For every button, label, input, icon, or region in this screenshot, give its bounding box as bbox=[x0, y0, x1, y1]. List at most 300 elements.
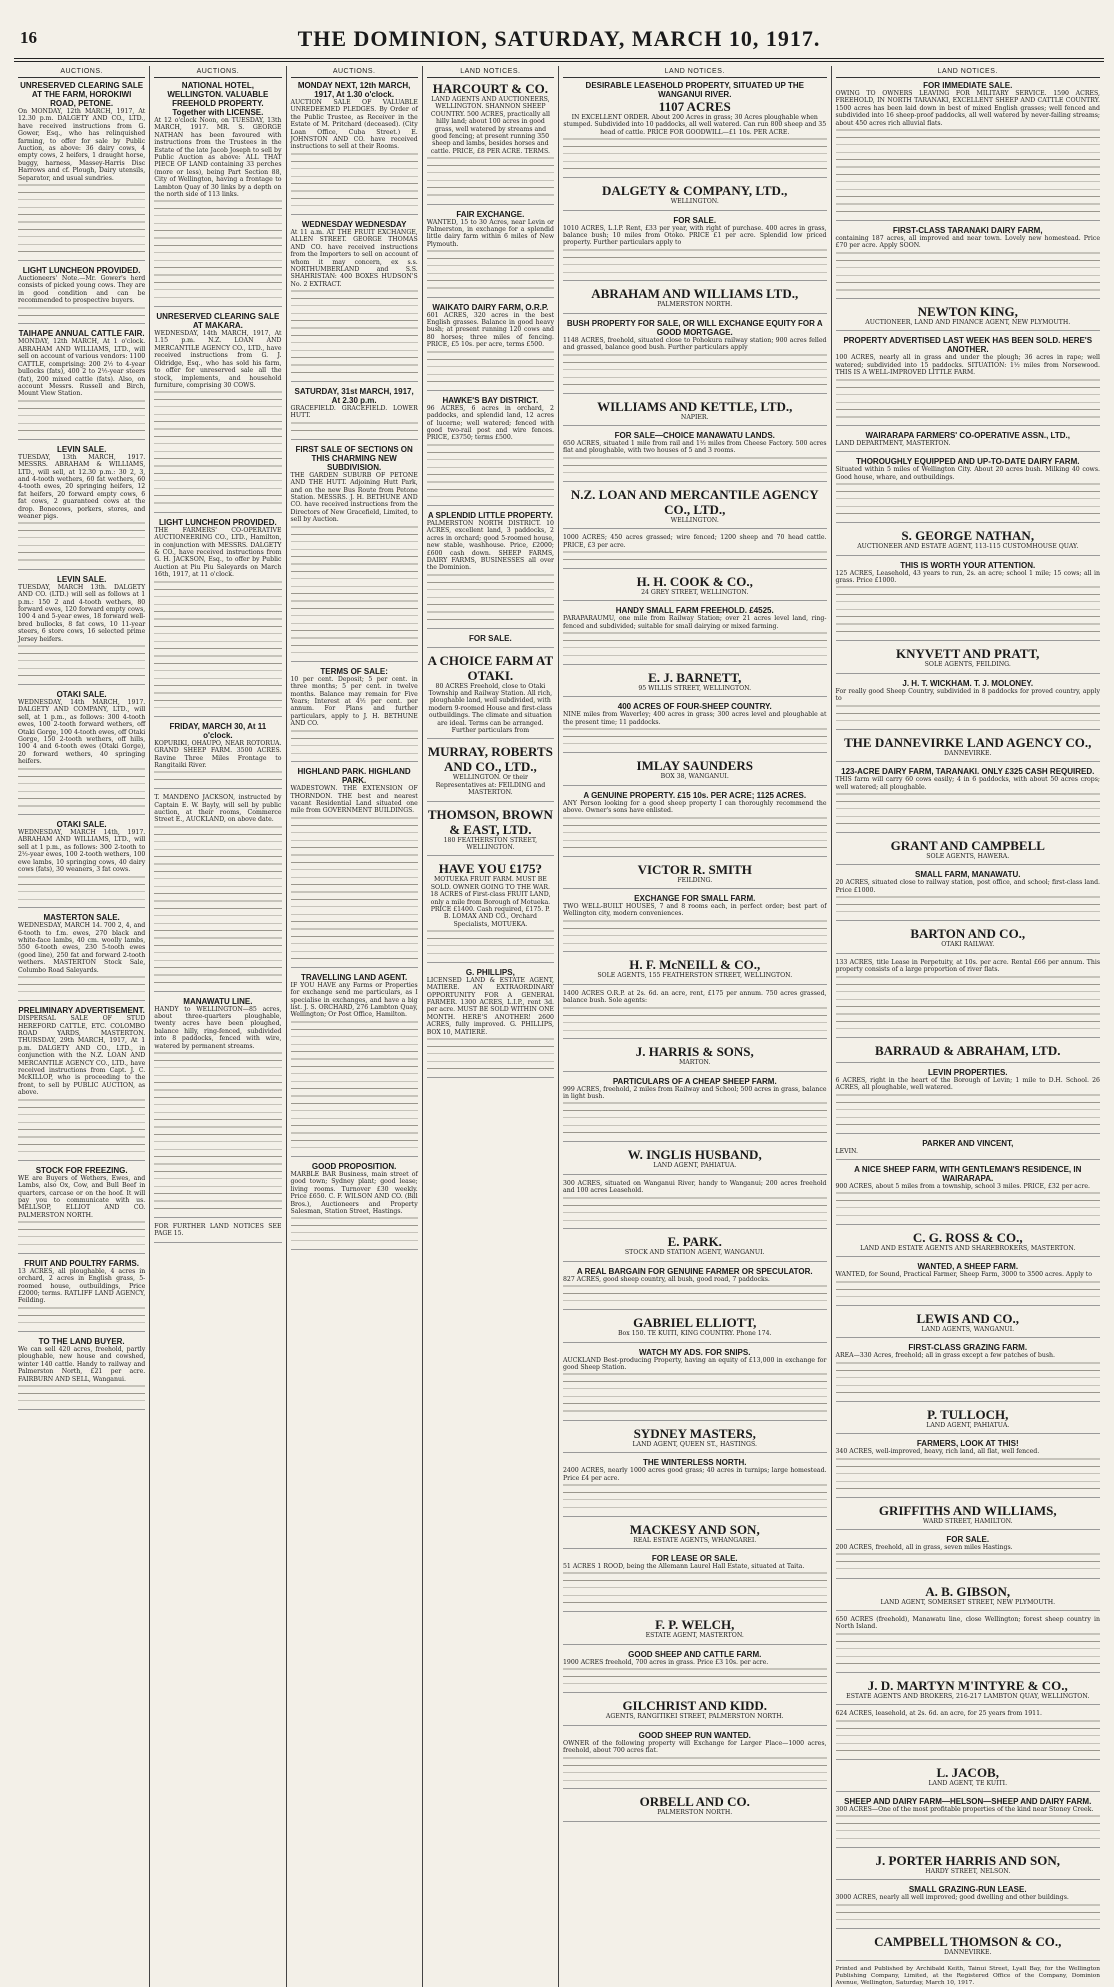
advertisement bbox=[291, 445, 418, 662]
ad-heading: FRIDAY, MARCH 30, At 11 o'clock. bbox=[169, 721, 267, 740]
text-block-filler bbox=[563, 1005, 827, 1035]
ad-heading: STOCK FOR FREEZING. bbox=[35, 1165, 128, 1175]
ad-body: 6 ACRES, right in the heart of the Borough of Levin; 1 mile to D.H. School. 26 ACRES, all ploughable, well watered. bbox=[835, 1076, 1100, 1092]
ad-body: On MONDAY, 12th MARCH, 1917, At 12.30 p.m. DALGETY AND CO., LTD., have received instructions from G. Gower, Esq., who has relinquished farming, to offer for sale by Public Auction, as above: 36 dairy cows, 4 empty cows, 2 heifers, 1 draught horse, buggy, harness, Massey-Harris Disc Harrows and cf. Plough, Dairy utensils, Separator, and usual sundries. bbox=[18, 108, 146, 182]
advertisement bbox=[427, 861, 554, 962]
advertisement bbox=[563, 1147, 827, 1174]
ad-body: We can sell 420 acres, freehold, partly ploughable, new house and cowshed, winter 140 cattle. Handy to railway and Palmerston North, £21 per acre. FAIRBURN AND SELL, Wanganui. bbox=[18, 1346, 146, 1383]
advertisement bbox=[18, 1337, 145, 1410]
text-block-filler bbox=[836, 377, 1101, 421]
advertisement bbox=[18, 1259, 145, 1332]
ad-body: 51 ACRES 1 ROOD, being the Allemann Laurel Hall Estate, situated at Taita. bbox=[563, 1563, 805, 1570]
text-block-filler bbox=[154, 579, 281, 712]
advertisement bbox=[836, 1678, 1101, 1705]
ad-body: WEDNESDAY, MARCH 14. 700 2, 4, and 6-tooth to f.m. ewes, 270 black and white-face lambs, 40 cm. woolly lambs, 550 6-tooth ewes, 230 5-tooth ewes (good line), 250 fat and forward 2-tooth wethers. MASTERTON Stock Sale, Columbo Road Saleyards. bbox=[18, 922, 146, 974]
advertisement bbox=[836, 870, 1101, 921]
advertisement bbox=[836, 336, 1101, 426]
ad-advertiser: DALGETY & COMPANY, LTD., bbox=[602, 183, 788, 199]
ad-body: HARDY STREET, NELSON. bbox=[925, 1868, 1011, 1875]
column-heading: LAND NOTICES. bbox=[563, 66, 827, 78]
ad-body: LAND AND ESTATE AGENTS AND SHAREBROKERS, MASTERTON. bbox=[860, 1244, 1076, 1252]
ad-advertiser: VICTOR R. SMITH bbox=[637, 861, 752, 877]
ad-body: 300 ACRES, situated on Wanganui River, handy to Wanganui; 200 acres freehold and 100 acres Leasehold. bbox=[563, 1179, 827, 1195]
ad-body: T. MANDENO JACKSON, instructed by Captain E. W. Bayly, will sell by public auction, at their rooms, Commerce Street E., AUCKLAND, on above date. bbox=[154, 794, 282, 824]
text-block-filler bbox=[427, 155, 554, 199]
ad-advertiser: THOMSON, BROWN & EAST, LTD. bbox=[427, 806, 553, 837]
ad-body: HANDY to WELLINGTON—85 acres, about three-quarters ploughable, twenty acres have been ploughed, balance hilly, ring-fenced, subdivided into 8 paddocks, fenced with wire, watered by permanent streams. bbox=[154, 1005, 282, 1050]
advertisement bbox=[154, 997, 281, 1218]
ad-heading: SATURDAY, 31st MARCH, 1917, At 2.30 p.m. bbox=[294, 387, 414, 406]
ad-heading: THE WINTERLESS NORTH. bbox=[642, 1458, 747, 1468]
ad-advertiser: L. JACOB, bbox=[936, 1764, 999, 1780]
ad-advertiser: IMLAY SAUNDERS bbox=[636, 758, 753, 774]
advertisement bbox=[836, 1503, 1101, 1530]
ad-heading: TAIHAPE ANNUAL CATTLE FAIR. bbox=[18, 329, 145, 339]
ad-body: 300 ACRES—One of the most profitable properties of the kind near Stoney Creek. bbox=[835, 1806, 1094, 1813]
column-heading: LAND NOTICES. bbox=[427, 66, 554, 78]
ad-body: MARBLE BAR Business, main street of good town; Sydney plant; good lease; living rooms. Turnover £30 weekly. Price £650. C. F. WILSON AND CO. (Bill Bros.), Auctioneers and Property Salesman, Station Street, Hastings. bbox=[290, 1171, 418, 1216]
ad-advertiser: N.Z. LOAN AND MERCANTILE AGENCY CO., LTD., bbox=[570, 487, 819, 518]
ad-advertiser: BARTON AND CO., bbox=[910, 926, 1026, 942]
column-heading: AUCTIONS. bbox=[18, 66, 145, 78]
ad-advertiser: HAVE YOU £175? bbox=[438, 861, 543, 877]
advertisement bbox=[836, 1230, 1101, 1257]
advertisement bbox=[563, 1315, 827, 1342]
ad-body: LEVIN. bbox=[835, 1147, 859, 1155]
ad-heading: THOROUGHLY EQUIPPED AND UP-TO-DATE DAIRY FARM. bbox=[856, 457, 1080, 467]
advertisement bbox=[427, 807, 554, 857]
ad-body: FOR FURTHER LAND NOTICES SEE PAGE 15. bbox=[154, 1222, 282, 1238]
ad-body: 20 ACRES, situated close to railway station, post office, and school; first-class land. Price £1000. bbox=[835, 879, 1100, 894]
ad-heading: EXCHANGE FOR SMALL FARM. bbox=[634, 893, 756, 903]
advertisement bbox=[563, 758, 827, 785]
ad-heading: FIRST-CLASS TARANAKI DAIRY FARM, bbox=[892, 225, 1043, 235]
ad-heading: THIS IS WORTH YOUR ATTENTION. bbox=[900, 560, 1036, 570]
text-block-filler bbox=[563, 352, 827, 389]
ad-body: IN EXCELLENT ORDER. About 200 Acres in grass; 30 Acres ploughable when stumped. Subdivided into 10 paddocks, all well watered. Can run 800 sheep and 35 head of cattle. PRICE FOR GOODWILL—£1 10s. PER ACRE. bbox=[563, 114, 827, 136]
ad-heading: BUSH PROPERTY FOR SALE, OR WILL EXCHANGE EQUITY FOR A GOOD MORTGAGE. bbox=[566, 318, 823, 337]
advertisement bbox=[291, 767, 418, 968]
advertisement bbox=[836, 1710, 1101, 1759]
ad-body: 624 ACRES, leasehold, at 2s. 6d. an acre, for 25 years from 1911. bbox=[835, 1710, 1042, 1718]
ad-heading: MANAWATU LINE. bbox=[183, 996, 253, 1006]
text-block-filler bbox=[18, 182, 145, 256]
text-block-filler bbox=[18, 305, 145, 320]
ad-advertiser: THE DANNEVIRKE LAND AGENCY CO., bbox=[844, 734, 1092, 750]
advertisement bbox=[836, 1616, 1101, 1673]
advertisement bbox=[563, 1794, 827, 1821]
ad-body: 1000 ACRES; 450 acres grassed; wire fenced; 1200 sheep and 70 head cattle. PRICE, £3 per acre. bbox=[563, 534, 827, 549]
ad-advertiser: NEWTON KING, bbox=[917, 304, 1018, 320]
ad-body: TWO WELL-BUILT HOUSES, 7 and 8 rooms each, in perfect order; best part of Wellington city, modern conveniences. bbox=[563, 902, 827, 918]
ad-heading: FAIR EXCHANGE. bbox=[456, 209, 525, 219]
ad-heading: LEVIN SALE. bbox=[56, 444, 107, 454]
ad-body: DANNEVIRKE. bbox=[944, 1949, 992, 1956]
ad-advertiser: H. H. COOK & CO., bbox=[636, 574, 753, 590]
advertisement bbox=[18, 690, 145, 815]
column-grid bbox=[14, 66, 1104, 1987]
advertisement bbox=[427, 968, 554, 1078]
ad-body: 999 ACRES, freehold, 2 miles from Railway and School; 500 acres in grass, balance in light bush. bbox=[563, 1085, 827, 1100]
text-block-filler bbox=[427, 928, 554, 958]
text-block-filler bbox=[154, 769, 281, 784]
advertisement bbox=[563, 1426, 827, 1453]
advertisement bbox=[836, 1934, 1101, 1961]
ad-advertiser: GRIFFITHS AND WILLIAMS, bbox=[878, 1502, 1057, 1518]
advertisement bbox=[836, 1407, 1101, 1434]
page-number: 16 bbox=[20, 28, 37, 47]
advertisement bbox=[563, 1698, 827, 1725]
advertisement bbox=[836, 1165, 1101, 1225]
ad-advertiser: WILLIAMS AND KETTLE, LTD., bbox=[597, 398, 793, 414]
advertisement bbox=[563, 487, 827, 529]
column-4 bbox=[423, 66, 559, 1987]
advertisement bbox=[563, 319, 827, 394]
masthead bbox=[14, 22, 1104, 56]
column-5 bbox=[559, 66, 832, 1987]
ad-advertiser: E. J. BARNETT, bbox=[648, 669, 742, 685]
ad-heading: J. H. T. WICKHAM. T. J. MOLONEY. bbox=[902, 678, 1034, 688]
text-block-filler bbox=[18, 1383, 145, 1405]
ad-body: OTAKI RAILWAY. bbox=[941, 941, 995, 949]
ad-heading: SHEEP AND DAIRY FARM—HELSON—SHEEP AND DAIRY FARM. bbox=[844, 1797, 1092, 1806]
ad-body: 100 ACRES, nearly all in grass and under the plough; 36 acres in rape; well watered; subdivided into 15 paddocks. SITUATION: 1½ miles from Norsewood. THIS IS A WELL-IMPROVED LITTLE FARM. bbox=[835, 354, 1100, 377]
text-block-filler bbox=[18, 1097, 145, 1156]
ad-heading: SMALL GRAZING-RUN LEASE. bbox=[908, 1885, 1027, 1895]
advertisement bbox=[18, 1166, 145, 1254]
ad-advertiser: CAMPBELL THOMSON & CO., bbox=[874, 1934, 1062, 1949]
ad-body: 827 ACRES, good sheep country, all bush, good road, 7 paddocks. bbox=[563, 1275, 770, 1283]
advertisement bbox=[563, 894, 827, 952]
text-block-filler bbox=[563, 455, 827, 477]
text-block-filler bbox=[563, 630, 827, 660]
column-heading: AUCTIONS. bbox=[154, 66, 281, 78]
ad-body: WARD STREET, HAMILTON. bbox=[922, 1517, 1013, 1525]
text-block-filler bbox=[291, 151, 418, 210]
advertisement bbox=[563, 702, 827, 753]
advertisement bbox=[427, 511, 554, 629]
ad-body: SOLE AGENTS, HAWERA. bbox=[926, 852, 1010, 860]
text-block-filler bbox=[836, 791, 1101, 828]
ad-heading: TO THE LAND BUYER. bbox=[38, 1337, 125, 1347]
column-heading: LAND NOTICES. bbox=[836, 66, 1101, 78]
ad-body: PALMERSTON NORTH. bbox=[657, 301, 733, 309]
ad-heading: WANTED, A SHEEP FARM. bbox=[917, 1262, 1019, 1272]
advertisement bbox=[154, 1223, 281, 1243]
ad-advertiser: MURRAY, ROBERTS AND CO., LTD., bbox=[427, 744, 553, 775]
ad-heading: OTAKI SALE. bbox=[56, 820, 107, 830]
ad-body: PALMERSTON NORTH. bbox=[657, 1809, 733, 1817]
ad-body: 95 WILLIS STREET, WELLINGTON. bbox=[638, 684, 752, 692]
text-block-filler bbox=[563, 726, 827, 748]
text-block-filler bbox=[836, 894, 1101, 916]
advertisement bbox=[563, 1044, 827, 1071]
ad-advertiser: GRANT AND CAMPBELL bbox=[890, 837, 1045, 853]
ad-heading: OTAKI SALE. bbox=[56, 690, 107, 700]
ad-body: ANY Person looking for a good sheep property I can thoroughly recommend the above. Owner's sons have enlisted. bbox=[563, 799, 827, 815]
advertisement bbox=[563, 990, 827, 1039]
text-block-filler bbox=[427, 349, 554, 386]
text-block-filler bbox=[836, 1360, 1101, 1397]
ad-advertiser: MACKESY AND SON, bbox=[629, 1521, 760, 1537]
ad-body: MARTON. bbox=[678, 1059, 711, 1067]
text-block-filler bbox=[563, 136, 827, 173]
advertisement bbox=[563, 81, 827, 178]
ad-body: 133 ACRES, title Lease in Perpetuity, at 10s. per acre. Rental £66 per annum. This property consists of a large proportion of river flats. bbox=[835, 958, 1100, 974]
advertisement bbox=[563, 957, 827, 984]
ad-heading: 123-ACRE DAIRY FARM, TARANAKI. ONLY £325 CASH REQUIRED. bbox=[841, 767, 1095, 777]
text-block-filler bbox=[18, 766, 145, 810]
advertisement bbox=[836, 1765, 1101, 1792]
ad-body: 900 ACRES, about 5 miles from a township, school 3 miles. PRICE, £32 per acre. bbox=[835, 1182, 1090, 1190]
ad-advertiser: BARRAUD & ABRAHAM, LTD. bbox=[874, 1042, 1061, 1058]
ad-heading: UNRESERVED CLEARING SALE AT THE FARM, HOROKIWI ROAD, PETONE. bbox=[20, 81, 144, 108]
ad-advertiser: J. PORTER HARRIS AND SON, bbox=[875, 1853, 1060, 1868]
ad-body: 10 per cent. Deposit; 5 per cent. in three months; 5 per cent. in twelve months. Balance may remain for Five Years; Interest at 4½ per cent. per annum. For Plans and further particulars, apply to J. H. BETHUNE AND CO. bbox=[290, 675, 418, 728]
ad-body: SOLE AGENTS, FEILDING. bbox=[924, 661, 1011, 669]
ad-body: WANTED, 15 to 30 Acres, near Levin or Palmerston, in exchange for a splendid little dairy farm within 6 miles of New Plymouth. bbox=[426, 218, 554, 248]
advertisement bbox=[18, 266, 145, 324]
ad-body: 650 ACRES, situated 1 mile from rail and 1½ miles from Cheese Factory. 500 acres flat and ploughable, with two houses of 5 and 3 rooms. bbox=[563, 440, 827, 455]
ad-heading: LIGHT LUNCHEON PROVIDED. bbox=[22, 266, 141, 276]
ad-body: DISPERSAL SALE OF STUD HEREFORD CATTLE, ETC. COLOMBO ROAD YARDS, MASTERTON. THURSDAY, 29th MARCH, 1917, At 1 p.m. DALGETY AND CO., LTD., in conjunction with the N.Z. LOAN AND MERCANTILE AGENCY CO., LTD., have received instructions from Capt. J. C. McKILLOP, who is proceeding to the front, to sell by PUBLIC AUCTION, as above. bbox=[18, 1015, 146, 1097]
text-block-filler bbox=[563, 918, 827, 948]
ad-heading: FOR IMMEDIATE SALE. bbox=[923, 81, 1013, 90]
advertisement bbox=[563, 1731, 827, 1789]
advertisement bbox=[836, 431, 1101, 452]
text-block-filler bbox=[836, 1718, 1101, 1755]
ad-body: AGENTS, RANGITIKEI STREET, PALMERSTON NORTH. bbox=[605, 1713, 784, 1721]
advertisement bbox=[18, 575, 145, 685]
column-heading: AUCTIONS. bbox=[291, 66, 418, 78]
ad-body: LAND AGENTS, WANGANUI. bbox=[921, 1325, 1015, 1333]
advertisement bbox=[836, 646, 1101, 673]
ad-heading: A GENUINE PROPERTY. £15 10s. PER ACRE; 1125 ACRES. bbox=[583, 790, 807, 800]
ad-heading: PARKER AND VINCENT, bbox=[922, 1138, 1014, 1148]
ad-body: WELLINGTON. Or their Representatives at: FEILDING and MASTERTON. bbox=[435, 774, 546, 797]
ad-body: WEDNESDAY, 14th MARCH, 1917, At 1.15 p.m. N.Z. LOAN AND MERCANTILE AGENCY CO., LTD., have received instructions from G. J. Oldridge, Esq., who has sold his farm, to offer for unreserved sale all the stock, implements, and household furniture, comprising 30 COWS. bbox=[154, 330, 282, 389]
ad-heading: NATIONAL HOTEL, WELLINGTON. VALUABLE FREEHOLD PROPERTY. Together with LICENSE. bbox=[167, 81, 269, 117]
text-block-filler bbox=[563, 1482, 827, 1512]
ad-heading: GOOD SHEEP RUN WANTED. bbox=[638, 1730, 751, 1740]
imprint: Printed and Published by Archibald Keith, Tainui Street, Lyall Bay, for the Wellington Publishing Company, Limited, at the Registered Office of the Company, Dominion Avenue, Wellington, Saturday, March 10, 1917. bbox=[835, 1966, 1100, 1987]
advertisement bbox=[563, 1458, 827, 1516]
text-block-filler bbox=[836, 1279, 1101, 1301]
ad-heading: GOOD PROPOSITION. bbox=[311, 1162, 397, 1171]
ad-body: SOLE AGENTS, 155 FEATHERSTON STREET, WELLINGTON. bbox=[597, 972, 793, 980]
advertisement bbox=[563, 1554, 827, 1612]
advertisement bbox=[427, 210, 554, 298]
text-block-filler bbox=[836, 1902, 1101, 1924]
ad-heading: UNRESERVED CLEARING SALE AT MAKARA. bbox=[156, 312, 280, 331]
ad-advertiser: W. INGLIS HUSBAND, bbox=[627, 1147, 762, 1163]
advertisement bbox=[18, 913, 145, 1001]
text-block-filler bbox=[291, 815, 418, 963]
ad-body: WELLINGTON. bbox=[670, 517, 719, 525]
advertisement bbox=[18, 81, 145, 261]
ad-heading: FOR SALE. bbox=[946, 1534, 990, 1544]
masthead-rule bbox=[14, 58, 1104, 59]
text-block-filler bbox=[563, 1570, 827, 1607]
ad-heading: HANDY SMALL FARM FREEHOLD. £4525. bbox=[615, 606, 774, 616]
text-block-filler bbox=[154, 824, 281, 987]
advertisement bbox=[291, 973, 418, 1157]
advertisement bbox=[291, 220, 418, 382]
ad-body: 200 ACRES, freehold, all in grass, seven miles Hastings. bbox=[835, 1543, 1013, 1551]
advertisement bbox=[836, 926, 1101, 953]
ad-heading: MASTERTON SALE. bbox=[43, 913, 120, 923]
advertisement bbox=[18, 1006, 145, 1161]
advertisement bbox=[18, 329, 145, 439]
ad-advertiser: KNYVETT AND PRATT, bbox=[896, 646, 1040, 662]
ad-heading: MONDAY NEXT, 12th MARCH, 1917, At 1.30 o'clock. bbox=[297, 81, 411, 99]
advertisement bbox=[18, 820, 145, 908]
ad-heading: PARTICULARS OF A CHEAP SHEEP FARM. bbox=[612, 1076, 777, 1086]
ad-body: IF YOU HAVE any Farms or Properties for exchange send me particulars, as I specialise in exchanges, and have a big list. J. S. ORCHARD, 276 Lambton Quay, Wellington; Or Post Office, Hamilton. bbox=[290, 981, 418, 1019]
advertisement bbox=[563, 1522, 827, 1549]
ad-body: AUCTIONEER AND ESTATE AGENT, 113-115 CUSTOMHOUSE QUAY. bbox=[857, 543, 1079, 551]
text-block-filler bbox=[18, 974, 145, 996]
ad-advertiser: S. GEORGE NATHAN, bbox=[901, 528, 1035, 544]
advertisement bbox=[836, 1262, 1101, 1306]
advertisement bbox=[563, 1348, 827, 1421]
ad-body: 1900 ACRES freehold, 700 acres in grass. Price £3 10s. per acre. bbox=[563, 1658, 769, 1666]
ad-body: STOCK AND STATION AGENT, WANGANUI. bbox=[624, 1249, 765, 1257]
ad-advertiser: ORBELL AND CO. bbox=[639, 1794, 750, 1810]
advertisement bbox=[563, 1180, 827, 1229]
ad-heading: FOR LEASE OR SALE. bbox=[651, 1554, 738, 1563]
ad-body: AUCTIONEER, LAND AND FINANCE AGENT, NEW PLYMOUTH. bbox=[865, 319, 1071, 327]
ad-heading: WAIKATO DAIRY FARM, O.R.P. bbox=[432, 302, 549, 312]
advertisement bbox=[563, 1234, 827, 1261]
text-block-filler bbox=[563, 1100, 827, 1137]
column-3 bbox=[287, 66, 423, 1987]
advertisement bbox=[427, 396, 554, 506]
ad-advertiser: E. PARK. bbox=[667, 1234, 722, 1250]
ad-advertiser: H. F. McNEILL & CO., bbox=[629, 957, 761, 973]
ad-body: TUESDAY, 13th MARCH, 1917. MESSRS. ABRAHAM & WILLIAMS, LTD., will sell, at 12.30 p.m.: 30 2, 3, and 4-tooth wethers, 60 fat wethers, 60 4-tooth ewes, 20 springing heifers, 12 fat heifers, 20 forward empty cows, 6 fat cows, 2 guaranteed cows at the drop. Bonecows, porkers, stores, and weaner pigs. bbox=[18, 453, 146, 520]
ad-advertiser: F. P. WELCH, bbox=[655, 1617, 735, 1633]
ad-heading: SMALL FARM, MANAWATU. bbox=[915, 870, 1021, 880]
text-block-filler bbox=[836, 584, 1101, 636]
ad-body: OWNER of the following property will Exchange for Larger Place—1000 acres, freehold, about 700 acres flat. bbox=[563, 1739, 827, 1755]
ad-body: 340 ACRES, well-improved, heavy, rich land, all flat, well fenced. bbox=[835, 1448, 1040, 1456]
ad-body: Auctioneers' Note.—Mr. Gower's herd consists of picked young cows. They are in good condition and can be recommended to prospective buyers. bbox=[18, 275, 146, 305]
column-6 bbox=[832, 66, 1105, 1987]
ad-heading: WAIRARAPA FARMERS' CO-OPERATIVE ASSN., LTD., bbox=[865, 431, 1070, 441]
advertisement bbox=[836, 1343, 1101, 1401]
ad-advertiser: SYDNEY MASTERS, bbox=[633, 1425, 756, 1441]
ad-body: For really good Sheep Country, subdivided in 8 paddocks for proved country, apply to bbox=[835, 687, 1100, 703]
ad-body: Box 150. TE KUITI, KING COUNTRY. Phone 174. bbox=[617, 1330, 772, 1338]
ad-body: PARAPARAUMU, one mile from Railway Station; over 21 acres level land, ring-fenced and subdivided; suitable for small dairying or mixed farming. bbox=[563, 615, 827, 630]
ad-body: 13 ACRES, all ploughable, 4 acres in orchard, 2 acres in English grass, 5-roomed house, outbuildings, Price £2000; terms. RATLIFF LAND AGENCY, Feilding. bbox=[18, 1267, 146, 1305]
advertisement bbox=[563, 1617, 827, 1644]
ad-body: FEILDING. bbox=[677, 876, 713, 884]
ad-body: LAND AGENT, PAHIATUA. bbox=[926, 1421, 1010, 1429]
ad-heading: HAWKE'S BAY DISTRICT. bbox=[442, 395, 539, 405]
advertisement bbox=[836, 1885, 1101, 1929]
advertisement bbox=[154, 794, 281, 991]
column-1 bbox=[14, 66, 150, 1987]
advertisement bbox=[836, 735, 1101, 762]
text-block-filler bbox=[18, 1219, 145, 1249]
advertisement bbox=[836, 1439, 1101, 1497]
ad-heading: FOR SALE—CHOICE MANAWATU LANDS. bbox=[614, 431, 775, 441]
advertisement bbox=[836, 226, 1101, 299]
ad-body: KOPURIKI, OHAUPO, NEAR ROTORUA. GRAND SHEEP FARM. 3500 ACRES. Ravine Three Miles Frontage to Rangitaiki River. bbox=[154, 739, 282, 769]
text-block-filler bbox=[427, 248, 554, 292]
advertisement bbox=[291, 667, 418, 762]
ad-heading: WEDNESDAY WEDNESDAY bbox=[301, 220, 407, 230]
ad-body: THIS farm will carry 60 cows easily; 4 in 6 paddocks, with about 50 acres crops; well watered; all ploughable. bbox=[835, 776, 1100, 791]
advertisement bbox=[563, 183, 827, 210]
ad-body: 3000 ACRES, nearly all well improved; good dwelling and other buildings. bbox=[835, 1894, 1069, 1902]
text-block-filler bbox=[836, 250, 1101, 294]
ad-body: LAND AGENT, QUEEN ST., HASTINGS. bbox=[632, 1440, 757, 1448]
advertisement bbox=[836, 767, 1101, 833]
advertisement bbox=[427, 744, 554, 801]
ad-body: WADESTOWN. THE EXTENSION OF THORNDON. THE best and nearest vacant Residential Land situated one mile from GOVERNMENT BUILDINGS. bbox=[290, 785, 418, 815]
ad-body: GRACEFIELD. GRACEFIELD. LOWER HUTT. bbox=[290, 405, 418, 420]
ad-body: AUCKLAND Best-producing Property, having an equity of £13,000 in exchange for good Sheep Station. bbox=[563, 1356, 827, 1371]
text-block-filler bbox=[154, 198, 281, 302]
ad-body: 1148 ACRES, freehold, situated close to Pohokura railway station; 900 acres felled and grassed, balance good bush. Further particulars apply bbox=[563, 336, 827, 352]
advertisement bbox=[563, 670, 827, 697]
ad-body: WANTED, for Sound, Practical Farmer, Sheep Farm, 3000 to 3500 acres. Apply to bbox=[835, 1271, 1092, 1279]
advertisement bbox=[427, 634, 554, 648]
advertisement bbox=[154, 312, 281, 513]
advertisement bbox=[563, 606, 827, 664]
text-block-filler bbox=[18, 874, 145, 904]
ad-heading: GOOD SHEEP AND CATTLE FARM. bbox=[628, 1649, 762, 1659]
text-block-filler bbox=[563, 1195, 827, 1225]
ad-body: At 12 o'clock Noon, on TUESDAY, 13th MARCH, 1917. MR. S. GEORGE NATHAN has been favoured with instructions from the Trustees in the Estate of the late Jacob Joseph to sell by Public Auction as above: ALL THAT PIECE OF LAND containing 33 perches (more or less), being Part Section 88, City of Wellington, having a frontage to Lambton Quay of 30 links by a depth on the north side of 113 links. bbox=[154, 117, 282, 199]
ad-body: WE are Buyers of Wethers, Ewes, and Lambs, also Ox, Cow, and Bull Beef in quarters, carcase or on the hoof. It will pay you to communicate with us. MELLSOP, ELLIOT AND CO. PALMERSTON NORTH. bbox=[18, 1174, 146, 1219]
ad-body: 125 ACRES, Leasehold, 43 years to run, 2s. an acre; school 1 mile; 15 cows; all in grass. Price £1000. bbox=[835, 569, 1100, 585]
ad-body: WEDNESDAY, MARCH 14th, 1917. ABRAHAM AND WILLIAMS, LTD., will sell at 1 p.m., as follows: 300 2-tooth to 2½-year ewes, 100 2-tooth wethers, 100 ewe lambs, 10 springing cows, 40 dairy cows (fats), 30 weaners, 3 fat cows. bbox=[18, 829, 146, 874]
advertisement bbox=[836, 1853, 1101, 1880]
ad-heading: FRUIT AND POULTRY FARMS. bbox=[24, 1258, 139, 1268]
text-block-filler bbox=[836, 703, 1101, 725]
ad-heading: DESIRABLE LEASEHOLD PROPERTY, SITUATED UP THE WANGANUI RIVER. bbox=[585, 81, 804, 99]
text-block-filler bbox=[563, 247, 827, 277]
advertisement bbox=[291, 81, 418, 215]
advertisement bbox=[563, 1077, 827, 1143]
text-block-filler bbox=[836, 1456, 1101, 1493]
ad-heading: LEVIN SALE. bbox=[56, 574, 107, 584]
text-block-filler bbox=[154, 1050, 281, 1213]
text-block-filler bbox=[18, 643, 145, 680]
advertisement bbox=[836, 1139, 1101, 1160]
ad-body: PALMERSTON NORTH DISTRICT. 10 ACRES, excellent land, 3 paddocks, 2 acres in orchard; good 5-roomed house, new stable, washhouse. Price, £2000; £600 cash down. SHEEP FARMS, DAIRY FARMS, BUSINESSES all over the Dominion. bbox=[426, 519, 554, 572]
ad-body: REAL ESTATE AGENTS, WHANGAREI. bbox=[633, 1536, 757, 1544]
text-block-filler bbox=[836, 974, 1101, 1033]
ad-heading: A SPLENDID LITTLE PROPERTY. bbox=[427, 510, 553, 520]
text-block-filler bbox=[291, 1215, 418, 1245]
text-block-filler bbox=[18, 1305, 145, 1327]
newspaper-title: THE DOMINION, SATURDAY, MARCH 10, 1917. bbox=[297, 26, 821, 51]
advertisement bbox=[154, 81, 281, 307]
text-block-filler bbox=[563, 1666, 827, 1688]
advertisement bbox=[18, 445, 145, 570]
ad-heading: FIRST-CLASS GRAZING FARM. bbox=[908, 1343, 1028, 1353]
ad-heading: TERMS OF SALE: bbox=[320, 666, 388, 676]
ad-body: LAND AGENT, TE KUITI. bbox=[928, 1779, 1008, 1787]
ad-advertiser: A CHOICE FARM AT OTAKI. bbox=[427, 652, 554, 683]
advertisement bbox=[563, 862, 827, 889]
ad-body: 2400 ACRES, nearly 1000 acres good grass; 40 acres in turnips; large homestead. Price £4 per acre. bbox=[563, 1467, 827, 1482]
